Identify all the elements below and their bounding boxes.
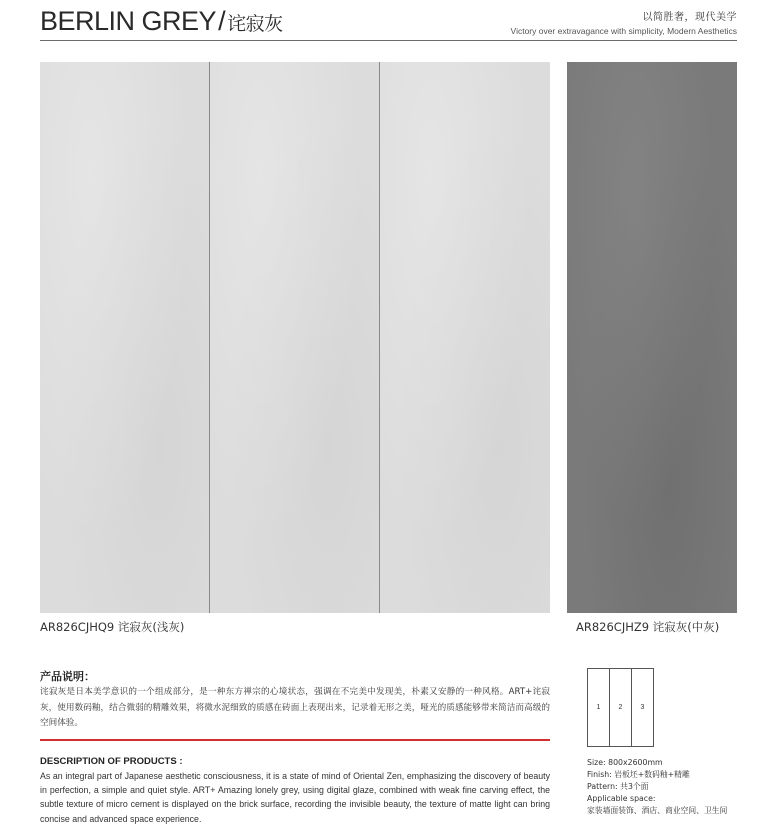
layout-piece-2: 2 — [610, 669, 632, 746]
spec-applicable-value: 家装墙面装饰、酒店、商业空间、卫生间 — [587, 806, 728, 815]
dark-tile-caption: AR826CJHZ9 诧寂灰(中灰) — [576, 620, 720, 634]
spec-list — [587, 757, 747, 817]
product-title — [40, 6, 283, 37]
slogan-en: Victory over extravagance with simplicity, Modern Aesthetics — [510, 26, 737, 36]
light-tile-panel-1 — [40, 62, 209, 613]
spec-pattern: Pattern: 共3个面 — [587, 782, 649, 791]
light-tile-panel-2 — [210, 62, 379, 613]
slogan-cn: 以简胜奢，现代美学 — [642, 12, 737, 23]
spec-applicable-label: Applicable space: — [587, 794, 656, 803]
product-title-en: BERLIN GREY — [40, 6, 217, 36]
product-title-cn: 诧寂灰 — [227, 13, 283, 35]
title-separator: / — [218, 6, 226, 36]
spec-size: Size: 800x2600mm — [587, 758, 663, 767]
layout-piece-3: 3 — [640, 704, 645, 711]
description-en-body: As an integral part of Japanese aesthetic consciousness, it is a state of mind of Oriental Zen, emphasizing the discovery of beauty in perfection, a simple and quiet style. ART+ Amazing lonely grey, using digital glaze, combined with weak fine carving effect, the subtle texture of micro cement is displayed on the brick surface, recording the invisible beauty, the texture of matte light can bring concise and advanced space experience. — [40, 771, 550, 824]
description-cn-body: 诧寂灰是日本美学意识的一个组成部分，是一种东方禅宗的心境状态，强调在不完美中发现美，朴素又安静的一种风格。ART+诧寂灰，使用数码釉，结合微弱的精雕效果，将微水泥细致的质感在砖面上表现出来，记录着无形之美，哑光的质感能够带来简洁而高级的空间体验。 — [40, 687, 550, 728]
header-divider — [40, 40, 737, 41]
light-tile-caption: AR826CJHQ9 诧寂灰(浅灰) — [40, 620, 185, 634]
dark-tile-panel — [567, 62, 737, 613]
layout-diagram — [587, 668, 654, 747]
section-divider — [40, 739, 550, 741]
description-cn-title: 产品说明： — [40, 670, 95, 683]
description-en-title: DESCRIPTION OF PRODUCTS : — [40, 756, 183, 767]
slogan — [511, 8, 737, 36]
page-header — [40, 4, 737, 42]
light-tile-panel-3 — [380, 62, 550, 613]
layout-piece-1: 1 — [588, 669, 610, 746]
spec-finish: Finish: 岩板坯+数码釉+精雕 — [587, 770, 690, 779]
